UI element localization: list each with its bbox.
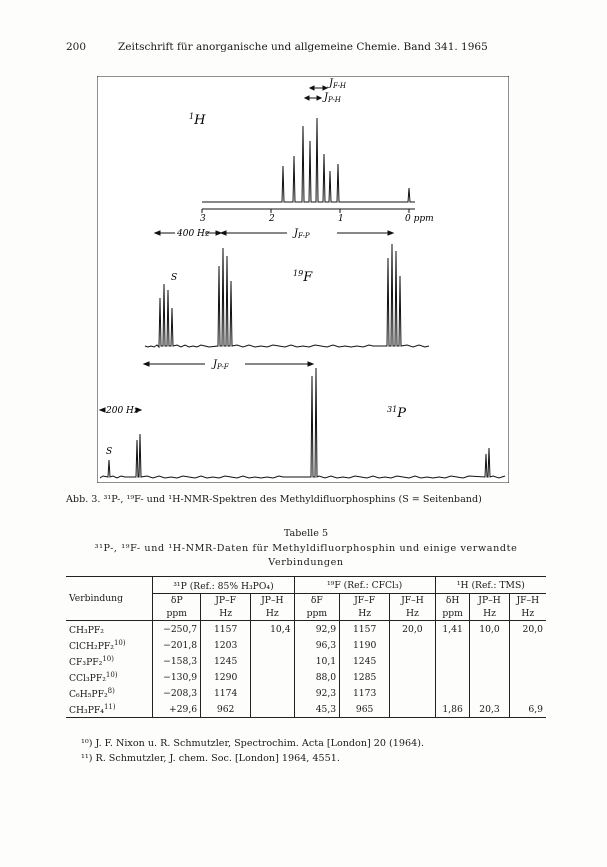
cell (390, 701, 436, 718)
cell (435, 653, 470, 669)
page-number: 200 (66, 41, 87, 53)
cell: 1245 (340, 653, 390, 669)
cell: 10,0 (470, 621, 509, 637)
table-subtitle (66, 542, 546, 570)
cell: 1,41 (435, 621, 470, 637)
h-nucleus-label: $^1$H (189, 112, 206, 128)
cell (390, 637, 436, 653)
h-tick-0: 0 ppm (405, 214, 434, 224)
footnote-11: ¹¹) R. Schmutzler, J. chem. Soc. [London] 1964, 4551. (81, 753, 340, 764)
cell: −201,8 (153, 637, 201, 653)
cell: 1173 (340, 685, 390, 701)
unit-jph: Hz (251, 607, 294, 621)
compound-name: CF₃PF₂$^{10)}$ (69, 655, 114, 669)
hz200-label: 200 Hz (106, 406, 139, 416)
unit-jfh: Hz (390, 607, 436, 621)
h-tick-2: 2 (269, 214, 275, 224)
table-row (66, 701, 546, 718)
cell (435, 669, 470, 685)
head-dp: δP (153, 594, 201, 608)
group-head-f: ¹⁹F (Ref.: CFCl₃) (294, 577, 435, 594)
cell (435, 685, 470, 701)
hz400-label: 400 Hz (177, 229, 210, 239)
head-dh: δH (435, 594, 470, 608)
cell: −158,3 (153, 653, 201, 669)
head-jph: JP–H (251, 594, 294, 608)
cell (390, 669, 436, 685)
cell (251, 669, 294, 685)
f-nucleus-label: $^{19}$F (293, 269, 313, 285)
cell (251, 637, 294, 653)
head-jfh: JF–H (390, 594, 436, 608)
unit-jff: Hz (340, 607, 390, 621)
compound-name: C₆H₅PF₂$^{8)}$ (69, 687, 115, 701)
cell: 1,86 (435, 701, 470, 718)
cell: 6,9 (509, 701, 546, 718)
jph-label: $J_{P-H}$ (324, 92, 341, 104)
unit-jph-h: Hz (470, 607, 509, 621)
cell: 10,1 (294, 653, 340, 669)
table-title: Tabelle 5 (283, 528, 329, 539)
cell (435, 637, 470, 653)
cell: 965 (340, 701, 390, 718)
head-jph-h: JP–H (470, 594, 509, 608)
head-jff: JF–F (340, 594, 390, 608)
cell: 20,0 (390, 621, 436, 637)
unit-df: ppm (294, 607, 340, 621)
nmr-spectra-image (97, 76, 509, 483)
cell (390, 653, 436, 669)
cell (509, 685, 546, 701)
cell: 1157 (340, 621, 390, 637)
cell (509, 637, 546, 653)
cell: 1245 (201, 653, 251, 669)
col-verbindung: Verbindung (66, 577, 153, 621)
cell (251, 653, 294, 669)
cell: +29,6 (153, 701, 201, 718)
unit-jpf: Hz (201, 607, 251, 621)
cell (470, 653, 509, 669)
cell: 20,0 (509, 621, 546, 637)
table-row (66, 637, 546, 653)
f-sideband-label: S (171, 273, 178, 283)
cell (470, 637, 509, 653)
h-tick-1: 1 (338, 214, 344, 224)
jfh-label: $J_{F-H}$ (329, 78, 347, 90)
cell: 962 (201, 701, 251, 718)
cell: 92,9 (294, 621, 340, 637)
nmr-data-table (66, 576, 546, 718)
header-row-groups (66, 577, 546, 594)
table-row (66, 669, 546, 685)
head-jpf: JP–F (201, 594, 251, 608)
cell (509, 669, 546, 685)
cell: 1174 (201, 685, 251, 701)
h-tick-3: 3 (200, 214, 206, 224)
table-subtitle-line2: Verbindungen (268, 557, 344, 568)
compound-name: CH₃PF₄$^{11)}$ (66, 701, 153, 718)
head-df: δF (294, 594, 340, 608)
p-sideband-label: S (106, 447, 113, 457)
p-nucleus-label: $^{31}$P (387, 405, 406, 421)
cell: −208,3 (153, 685, 201, 701)
nmr-figure (97, 76, 509, 483)
cell: −130,9 (153, 669, 201, 685)
jpf-label: $J_{P-F}$ (213, 359, 229, 371)
cell: 1203 (201, 637, 251, 653)
footnote-10: ¹⁰) J. F. Nixon u. R. Schmutzler, Spectrochim. Acta [London] 20 (1964). (81, 738, 424, 749)
journal-title: Zeitschrift für anorganische und allgemeine Chemie. Band 341. 1965 (118, 41, 488, 53)
cell: 45,3 (294, 701, 340, 718)
table-subtitle-line1: ³¹P-, ¹⁹F- und ¹H-NMR-Daten für Methyldifluorphosphin und einige verwandte (94, 543, 518, 554)
cell (470, 669, 509, 685)
unit-dh: ppm (435, 607, 470, 621)
cell: 88,0 (294, 669, 340, 685)
table-row (66, 653, 546, 669)
cell (251, 685, 294, 701)
cell: −250,7 (153, 621, 201, 637)
compound-name: ClCH₂PF₂$^{10)}$ (69, 639, 126, 653)
head-jfh-h: JF–H (509, 594, 546, 608)
compound-name: CCl₃PF₂$^{10)}$ (69, 671, 118, 685)
cell (251, 701, 294, 718)
unit-jfh-h: Hz (509, 607, 546, 621)
table-row (66, 621, 546, 637)
cell (470, 685, 509, 701)
cell: 96,3 (294, 637, 340, 653)
cell: 1285 (340, 669, 390, 685)
unit-dp: ppm (153, 607, 201, 621)
cell: 92,3 (294, 685, 340, 701)
group-head-p: ³¹P (Ref.: 85% H₃PO₄) (153, 577, 294, 594)
cell: 1290 (201, 669, 251, 685)
cell: 1157 (201, 621, 251, 637)
cell: 1190 (340, 637, 390, 653)
group-head-h: ¹H (Ref.: TMS) (435, 577, 546, 594)
cell: 20,3 (470, 701, 509, 718)
cell: 10,4 (251, 621, 294, 637)
jfp-label: $J_{F-P}$ (294, 228, 310, 240)
cell (509, 653, 546, 669)
figure-caption: Abb. 3. ³¹P-, ¹⁹F- und ¹H-NMR-Spektren des Methyldifluorphosphins (S = Seitenband) (66, 494, 482, 505)
cell (390, 685, 436, 701)
compound-name: CH₃PF₂ (69, 625, 104, 637)
table-row (66, 685, 546, 701)
